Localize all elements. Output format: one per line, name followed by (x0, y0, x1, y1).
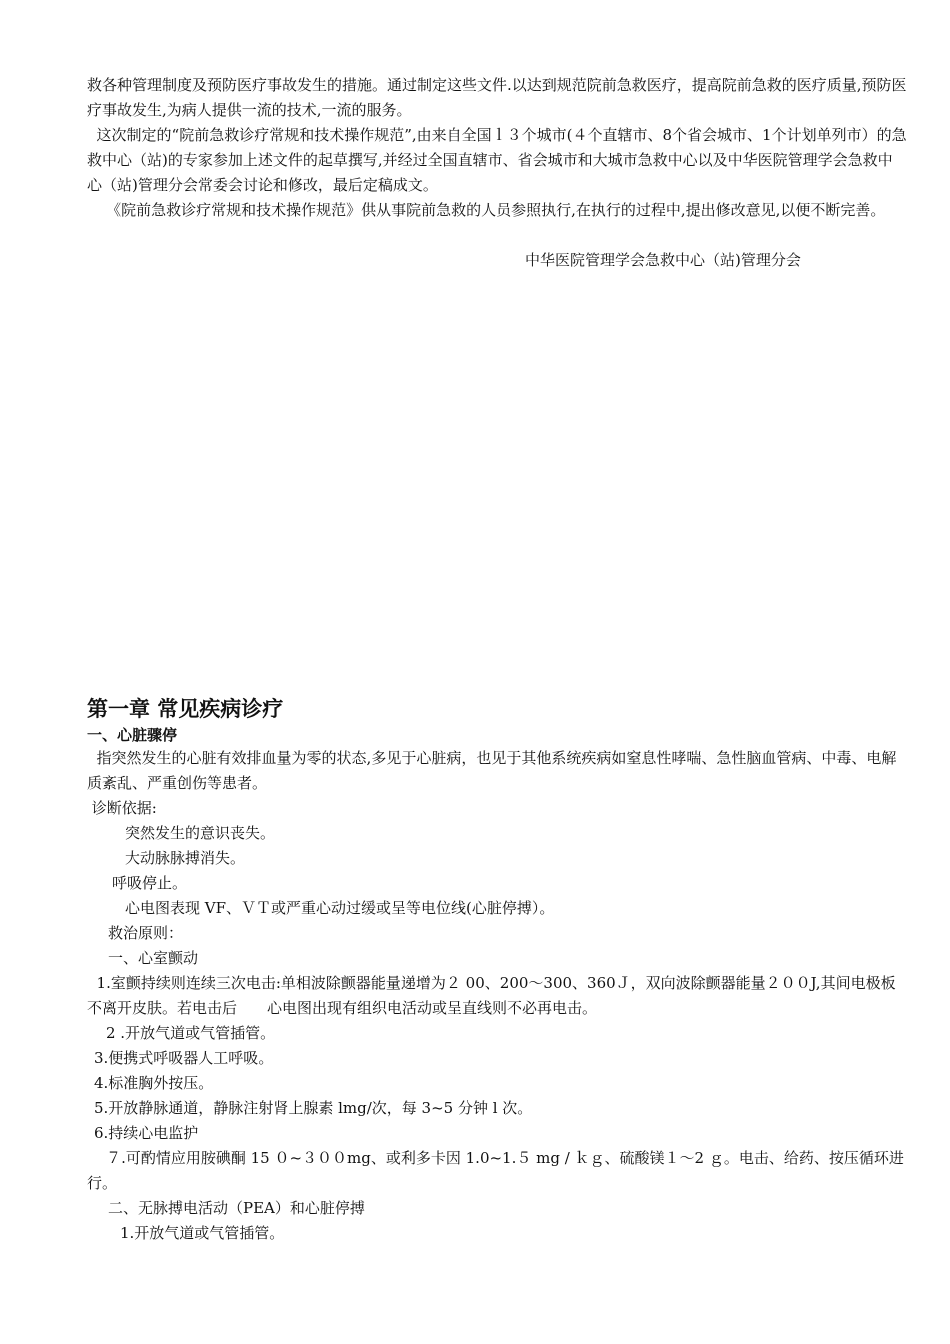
diagnosis-item: 突然发生的意识丧失。 (125, 824, 276, 842)
section-title: 一、心脏骤停 (87, 726, 178, 744)
intro-paragraph-1: 救各种管理制度及预防医疗事故发生的措施。通过制定这些文件.以达到规范院前急救医疗，提高院前急救的医疗质量,预防医疗事故发生,为病人提供一流的技术,一流的服务。 (87, 76, 907, 119)
vf-item: 4.标准胸外按压。 (94, 1074, 214, 1092)
vf-item: 2 .开放气道或气管插管。 (106, 1024, 276, 1042)
diagnosis-item: 呼吸停止。 (112, 874, 188, 892)
diagnosis-item: 大动脉脉搏消失。 (125, 849, 246, 867)
treatment-label: 救治原则： (108, 924, 184, 942)
pea-heading: 二、无脉搏电活动（PEA）和心脏停搏 (108, 1199, 365, 1217)
vf-item: 6.持续心电监护 (94, 1124, 199, 1142)
definition-paragraph: 指突然发生的心脏有效排血量为零的状态,多见于心脏病，也见于其他系统疾病如窒息性哮喘、急性脑血管病、中毒、电解质紊乱、严重创伤等患者。 (87, 749, 897, 792)
vf-heading: 一、心室颤动 (108, 949, 199, 967)
diagnosis-label: 诊断依据: (87, 799, 157, 817)
vf-item-1: 1.室颤持续则连续三次电击:单相波除颤器能量递增为２ 00、200～300、360Ｊ，双向波除颤器能量２００J,其间电极板不离开皮肤。若电击后 心电图出现有组织电活动或呈直线则不必再电击。 (87, 974, 896, 1017)
vf-item-7: ７.可酌情应用胺碘酮 15 ０~３００mg、或利多卡因 1.0~1.５ mg / ｋｇ、硫酸镁１～2 ｇ。电击、给药、按压循环进行。 (87, 1149, 904, 1192)
vf-item: 3.便携式呼吸器人工呼吸。 (94, 1049, 274, 1067)
signature: 中华医院管理学会急救中心（站)管理分会 (525, 251, 801, 269)
diagnosis-item: 心电图表现 VF、ＶＴ或严重心动过缓或呈等电位线(心脏停搏）。 (125, 899, 555, 917)
vf-item: 5.开放静脉通道，静脉注射肾上腺素 lmg/次，每 3~5 分钟 l 次。 (94, 1099, 533, 1117)
pea-item-1: 1.开放气道或气管插管。 (120, 1224, 285, 1242)
intro-paragraph-3: 《院前急救诊疗常规和技术操作规范》供从事院前急救的人员参照执行,在执行的过程中,提出修改意见,以便不断完善。 (87, 201, 886, 219)
intro-paragraph-2: 这次制定的“院前急救诊疗常规和技术操作规范”,由来自全国ｌ３个城市(４个直辖市、8个省会城市、1个计划单列市）的急救中心（站)的专家参加上述文件的起草撰写,并经过全国直辖市、省会城市和大城市急救中心以及中华医院管理学会急救中心（站)管理分会常委会讨论和修改，最后定稿成文。 (87, 126, 907, 194)
chapter-title: 第一章 常见疾病诊疗 (87, 697, 284, 721)
